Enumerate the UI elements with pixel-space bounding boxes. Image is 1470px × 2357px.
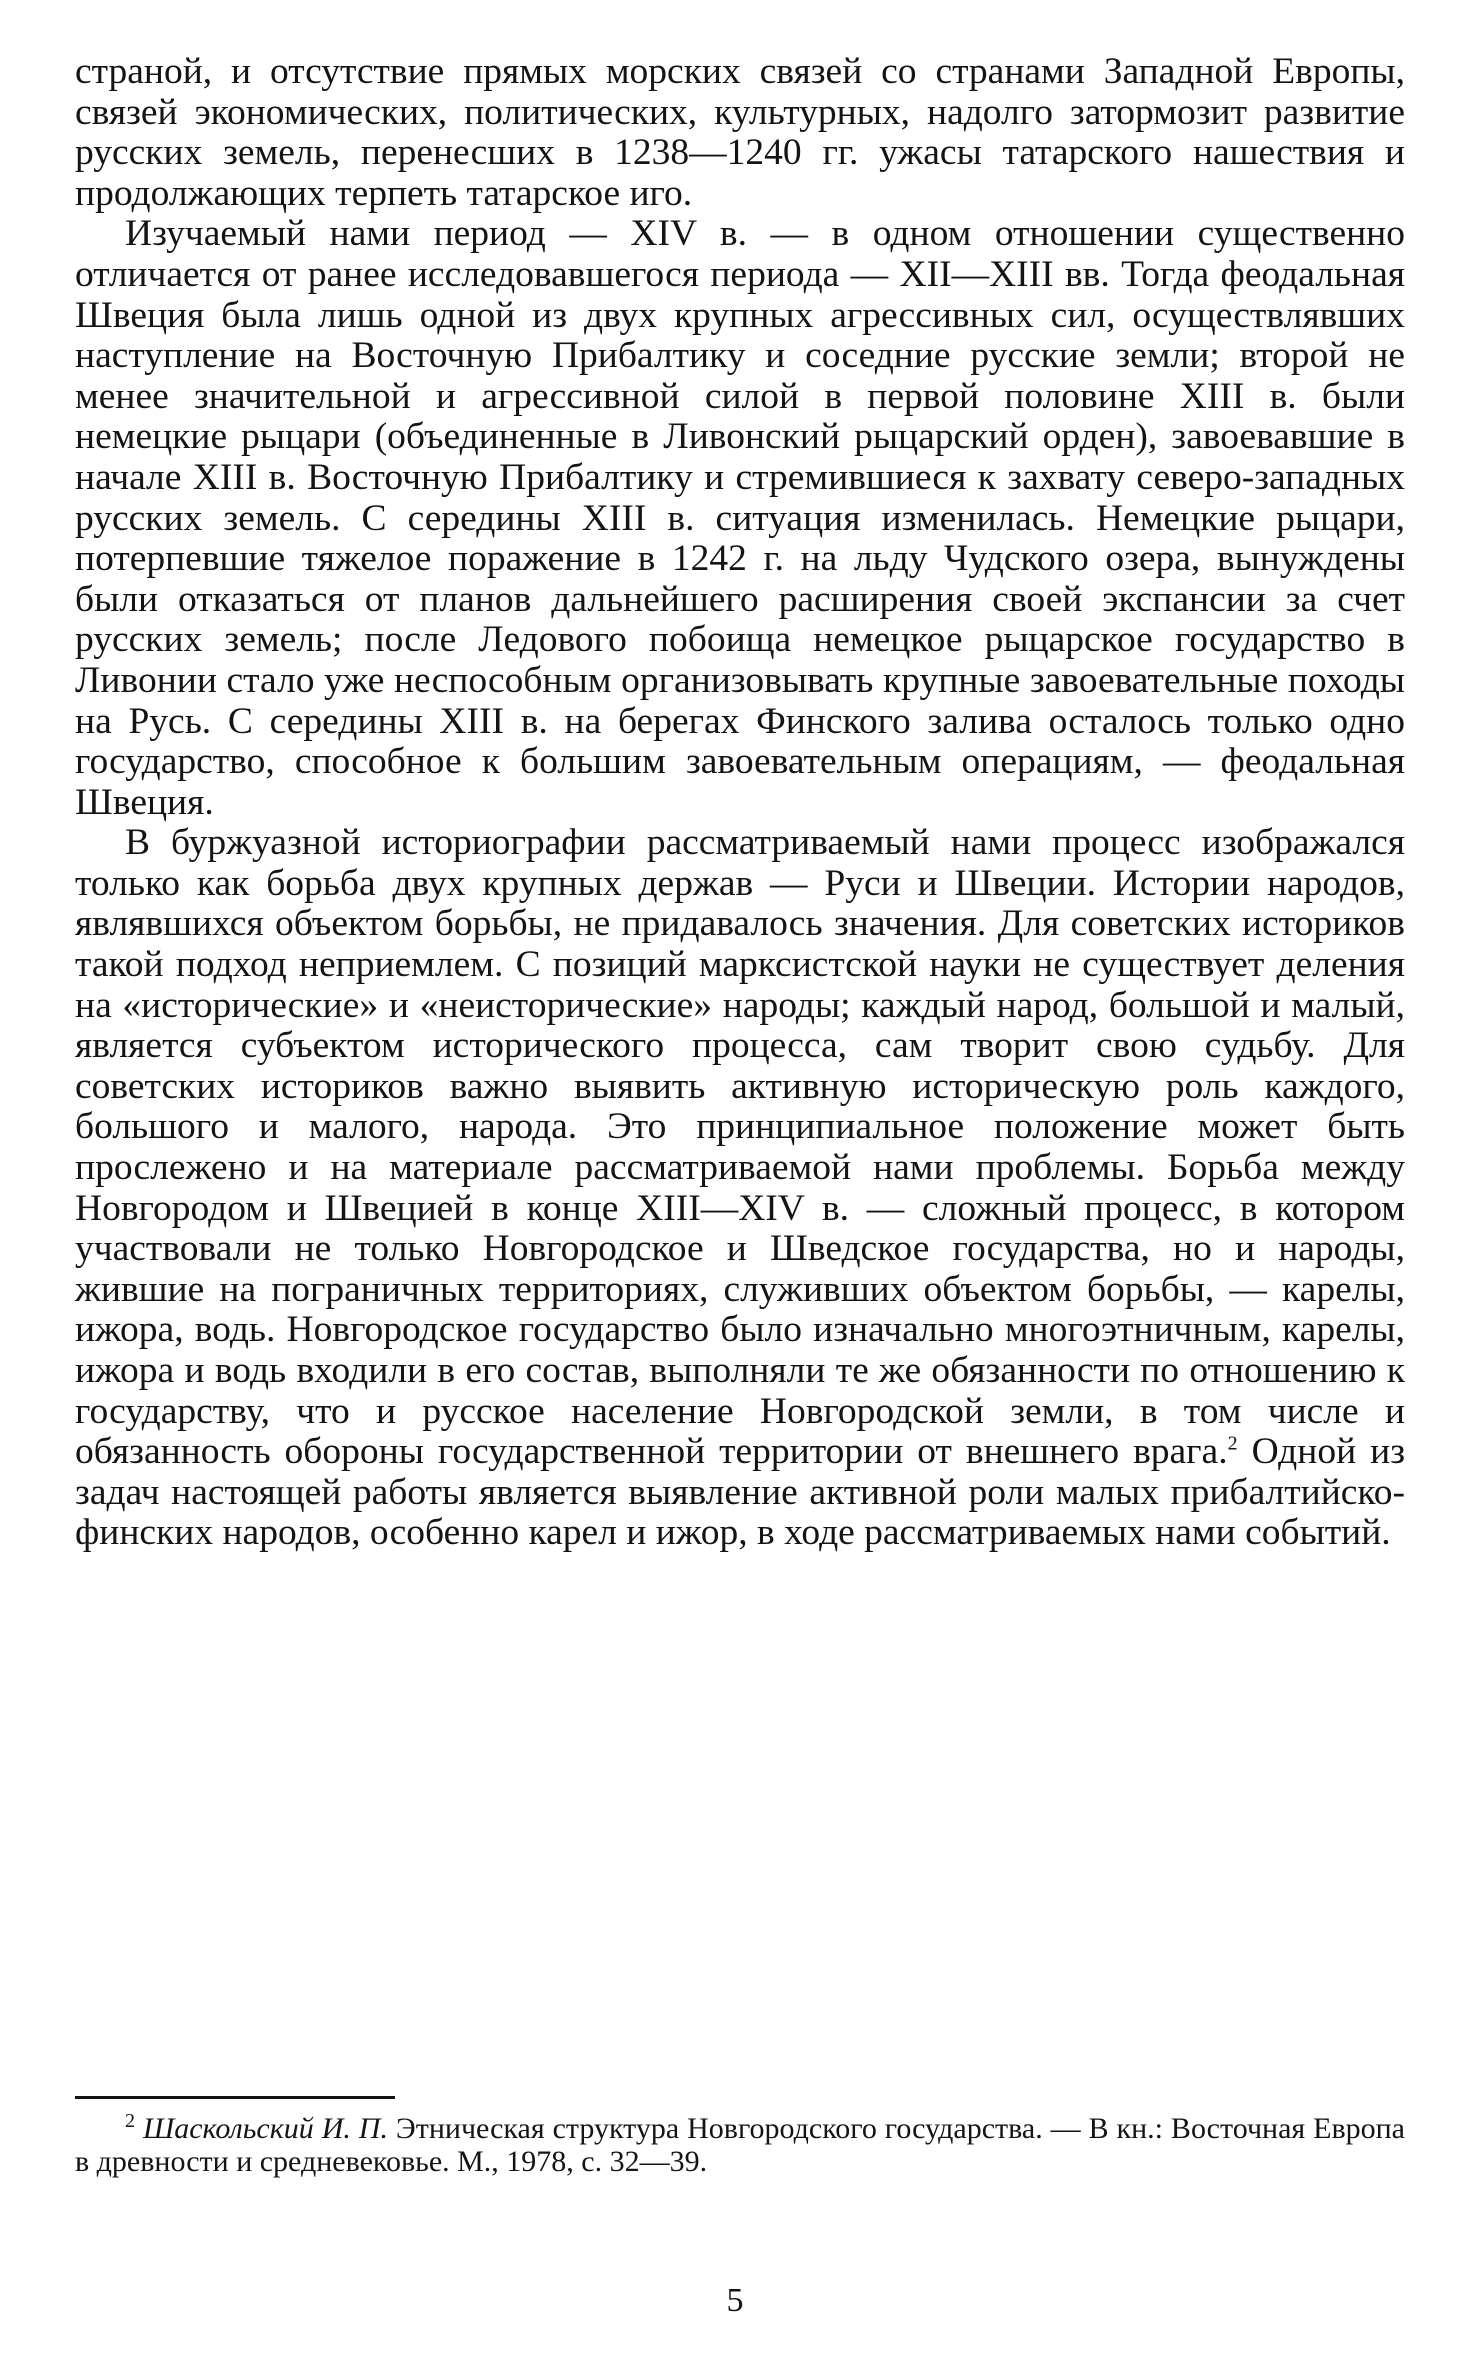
footnote-reference: 2 (1227, 1432, 1238, 1455)
footnote-number: 2 (125, 2110, 135, 2132)
footnote (75, 2112, 1405, 2178)
paragraph-historiography (75, 823, 1405, 1554)
footnote-text: Этническая структура Новгородского государства. — В кн.: Восточная Европа в древности и средневековье. М., 1978, с. 32—39. (75, 2112, 1405, 2178)
page-number: 5 (726, 2282, 744, 2319)
paragraph-continuation: страной, и отсутствие прямых морских связей со странами Западной Европы, связей экономических, политических, культурных, надолго затормозит развитие русских земель, перенесших в 1238—1240 гг. ужасы татарского нашествия и продолжающих терпеть татарское иго. (75, 51, 1405, 214)
paragraph-historiography-text: В буржуазной историографии рассматриваемый нами процесс изображался только как борьба двух крупных держав — Руси и Швеции. Истории народов, являвшихся объектом борьбы, не придавалось значения. Для советских историков такой подход неприемлем. С позиций марксистской науки не существует деления на «исторические» и «неисторические» народы; каждый народ, большой и малый, является субъектом исторического процесса, сам творит свою судьбу. Для советских историков важно выявить активную историческую роль каждого, большого и малого, народа. Это принципиальное положение может быть прослежено и на материале рассматриваемой нами проблемы. Борьба между Новгородом и Швецией в конце XIII—XIV в. — сложный процесс, в котором участвовали не только Новгородское и Шведское государства, но и народы, жившие на пограничных территориях, служивших объектом борьбы, — карелы, ижора, водь. Новгородское государство было изначально многоэтничным, карелы, ижора и водь входили в его состав, выполняли те же обязанности по отношению к государству, что и русское население Новгородской земли, в том числе и обязанность обороны государственной территории от внешнего врага. (75, 822, 1405, 1473)
paragraph-period: Изучаемый нами период — XIV в. — в одном отношении существенно отличается от ранее исследовавшегося периода — XII—XIII вв. Тогда феодальная Швеция была лишь одной из двух крупных агрессивных сил, осуществлявших наступление на Восточную Прибалтику и соседние русские земли; второй не менее значительной и агрессивной силой в первой половине XIII в. были немецкие рыцари (объединенные в Ливонский рыцарский орден), завоевавшие в начале XIII в. Восточную Прибалтику и стремившиеся к захвату северо-западных русских земель. С середины XIII в. ситуация изменилась. Немецкие рыцари, потерпевшие тяжелое поражение в 1242 г. на льду Чудского озера, вынуждены были отказаться от планов дальнейшего расширения своей экспансии за счет русских земель; после Ледового побоища немецкое рыцарское государство в Ливонии стало уже неспособным организовывать крупные завоевательные походы на Русь. С середины XIII в. на берегах Финского залива осталось только одно государство, способное к большим завоевательным операциям, — феодальная Швеция. (75, 213, 1405, 823)
paragraph-historiography-end: Одной из задач настоящей работы является выявление активной роли малых прибалтийско-финских народов, особенно карел и ижор, в ходе рассматриваемых нами событий. (75, 1431, 1406, 1554)
footnote-author: Шаскольский И. П. (142, 2112, 388, 2145)
footnote-divider (75, 2096, 395, 2099)
page-body (75, 52, 1405, 1554)
